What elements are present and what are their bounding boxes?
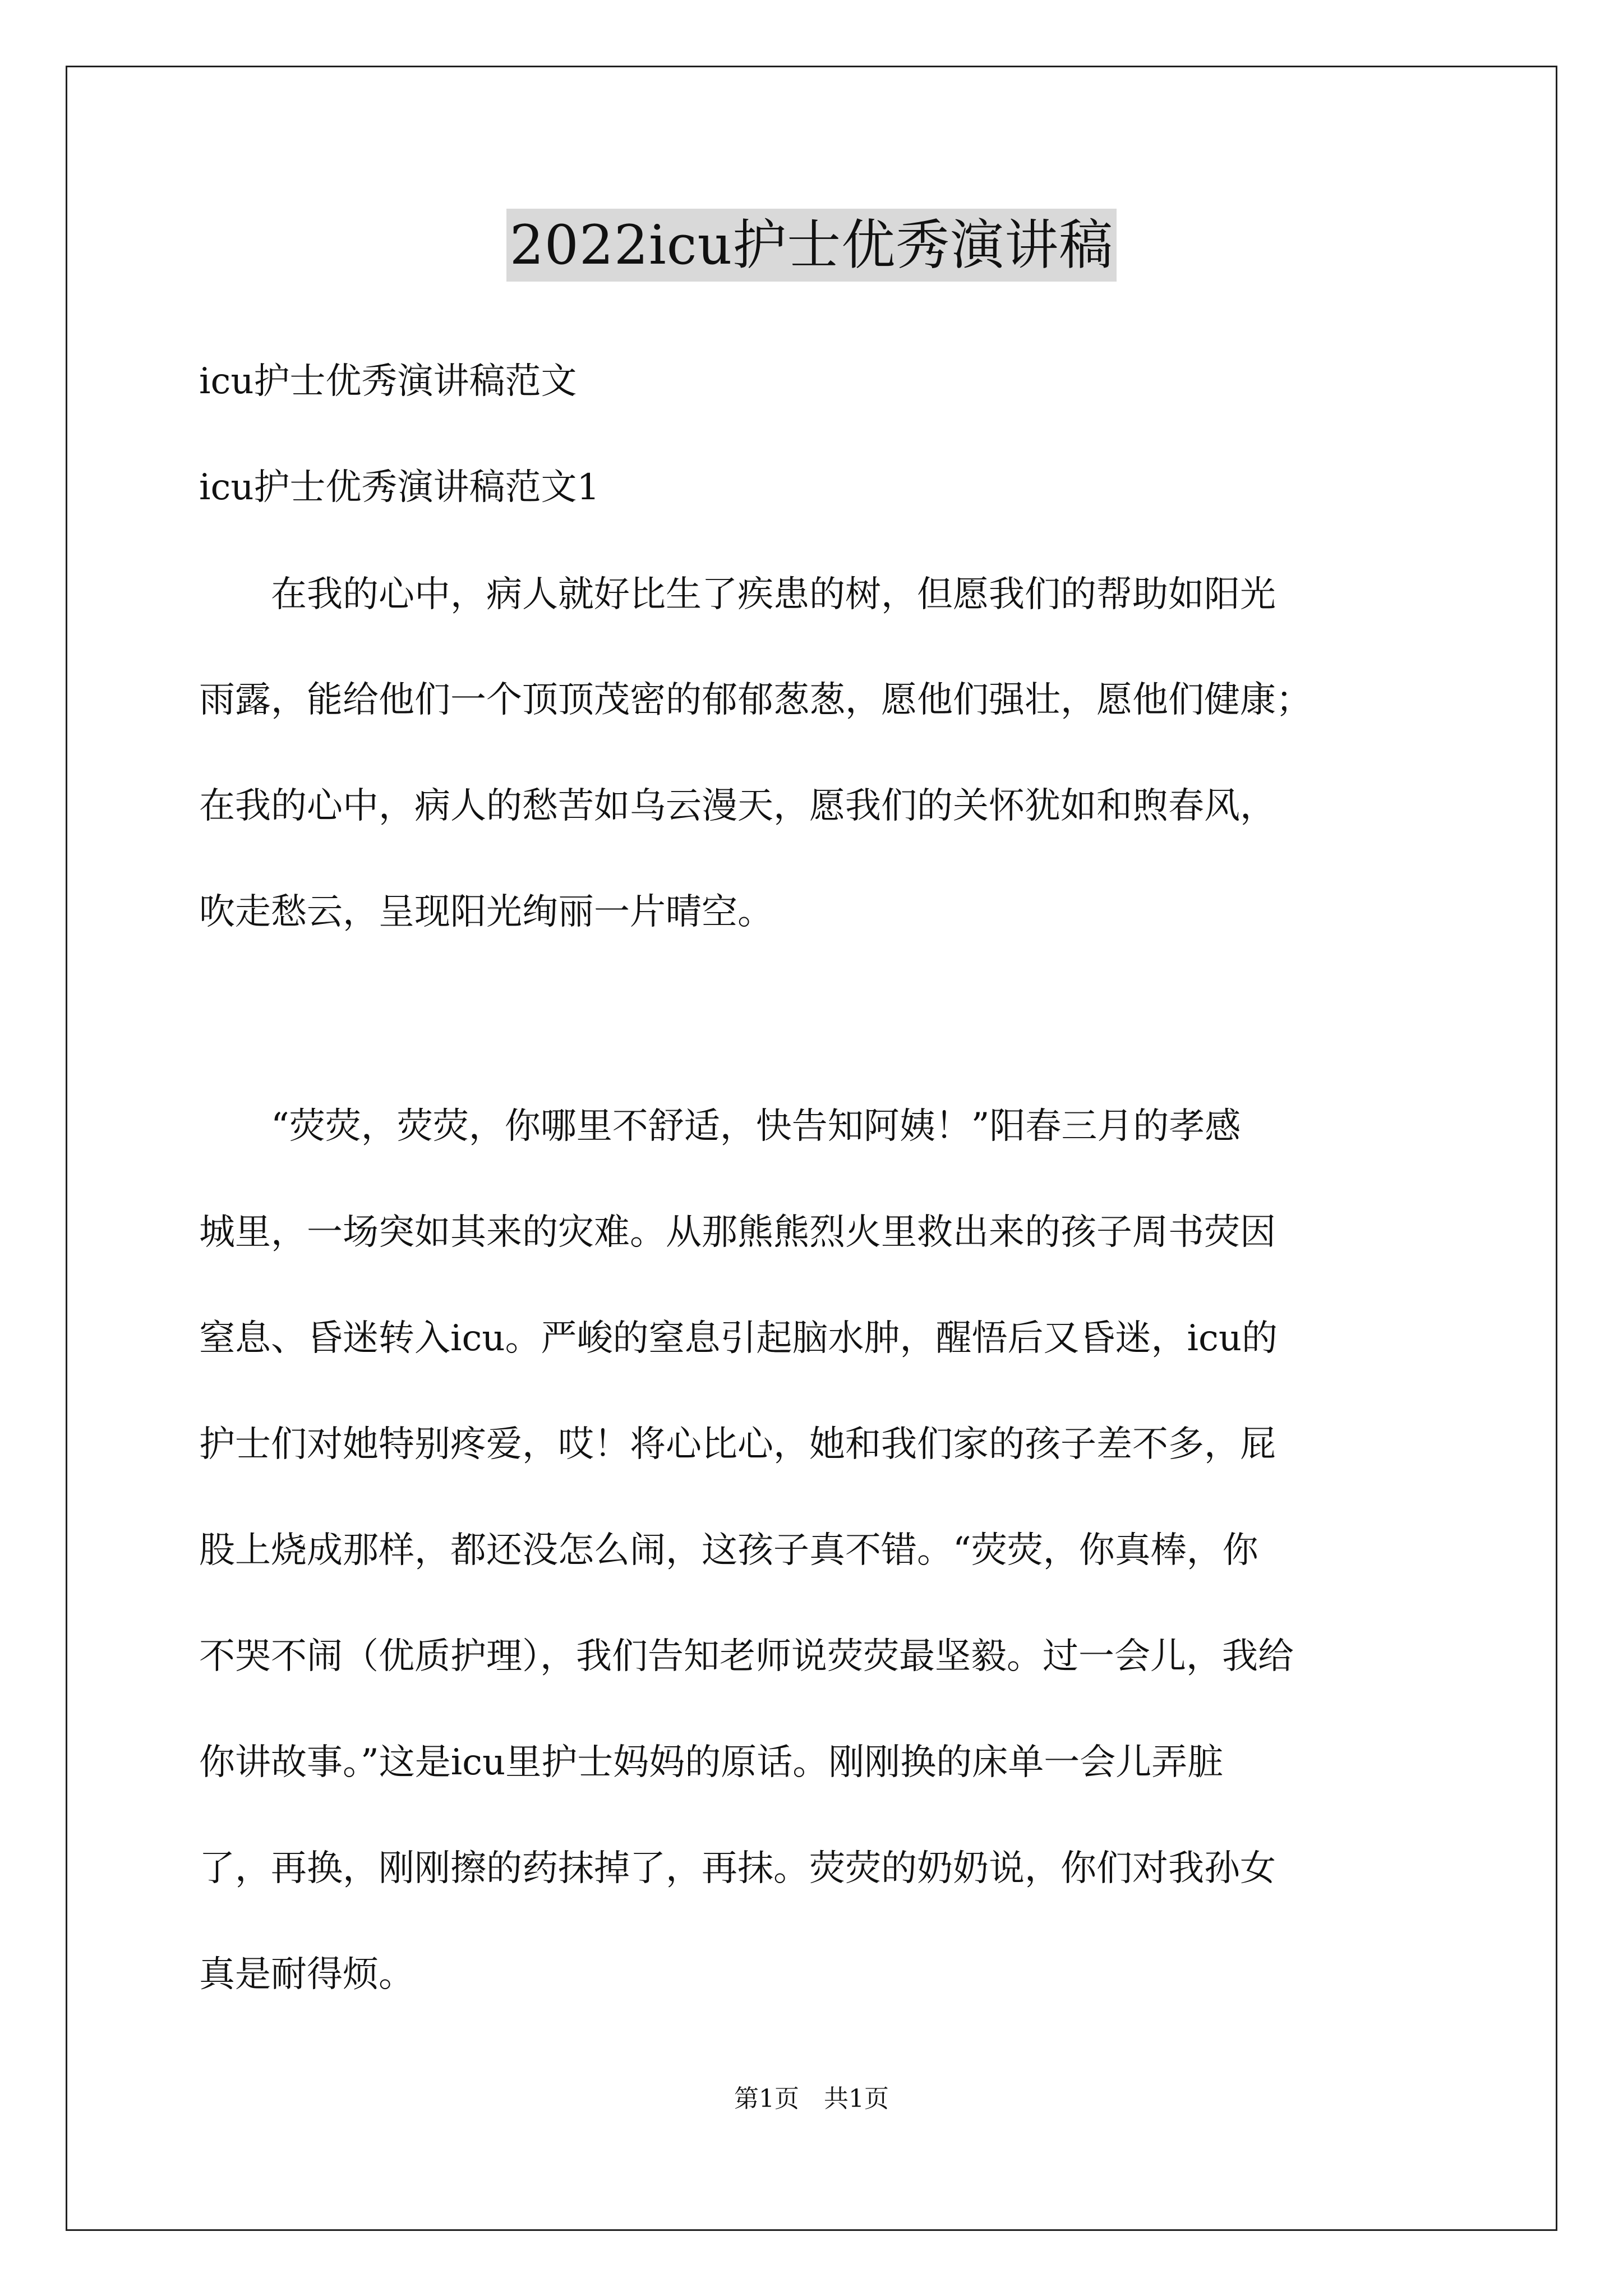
body-line: 股上烧成那样，都还没怎么闹，这孩子真不错。“荧荧，你真棒，你 bbox=[199, 1530, 1258, 1571]
body-line: 在我的心中，病人就好比生了疾患的树，但愿我们的帮助如阳光 bbox=[199, 574, 1276, 615]
body-line: 你讲故事。”这是icu里护士妈妈的原话。刚刚换的床单一会儿弄脏 bbox=[199, 1742, 1224, 1783]
body-line: 窒息、昏迷转入icu。严峻的窒息引起脑水肿，醒悟后又昏迷，icu的 bbox=[199, 1318, 1278, 1359]
body-line: “荧荧，荧荧，你哪里不舒适，快告知阿姨！”阳春三月的孝感 bbox=[199, 1106, 1241, 1147]
body-line: 吹走愁云，呈现阳光绚丽一片晴空。 bbox=[199, 891, 773, 933]
subtitle: icu护士优秀演讲稿范文 bbox=[199, 361, 577, 402]
body-line: 雨露，能给他们一个顶顶茂密的郁郁葱葱，愿他们强壮，愿他们健康； bbox=[199, 679, 1312, 721]
section-heading: icu护士优秀演讲稿范文1 bbox=[199, 467, 600, 508]
body-line: 在我的心中，病人的愁苦如乌云漫天，愿我们的关怀犹如和煦春风， bbox=[199, 785, 1276, 827]
body-line: 护士们对她特别疼爱，哎！将心比心，她和我们家的孩子差不多，屁 bbox=[199, 1424, 1276, 1465]
body-line: 不哭不闹（优质护理），我们告知老师说荧荧最坚毅。过一会儿，我给 bbox=[199, 1636, 1294, 1677]
title-container bbox=[0, 209, 1623, 282]
document-title: 2022icu护士优秀演讲稿 bbox=[506, 209, 1117, 282]
body-line: 真是耐得烦。 bbox=[199, 1954, 414, 1995]
body-line: 城里，一场突如其来的灾难。从那熊熊烈火里救出来的孩子周书荧因 bbox=[199, 1212, 1276, 1253]
body-line: 了，再换，刚刚擦的药抹掉了，再抹。荧荧的奶奶说，你们对我孙女 bbox=[199, 1848, 1276, 1889]
page-number-footer: 第1页 共1页 bbox=[734, 2085, 889, 2113]
